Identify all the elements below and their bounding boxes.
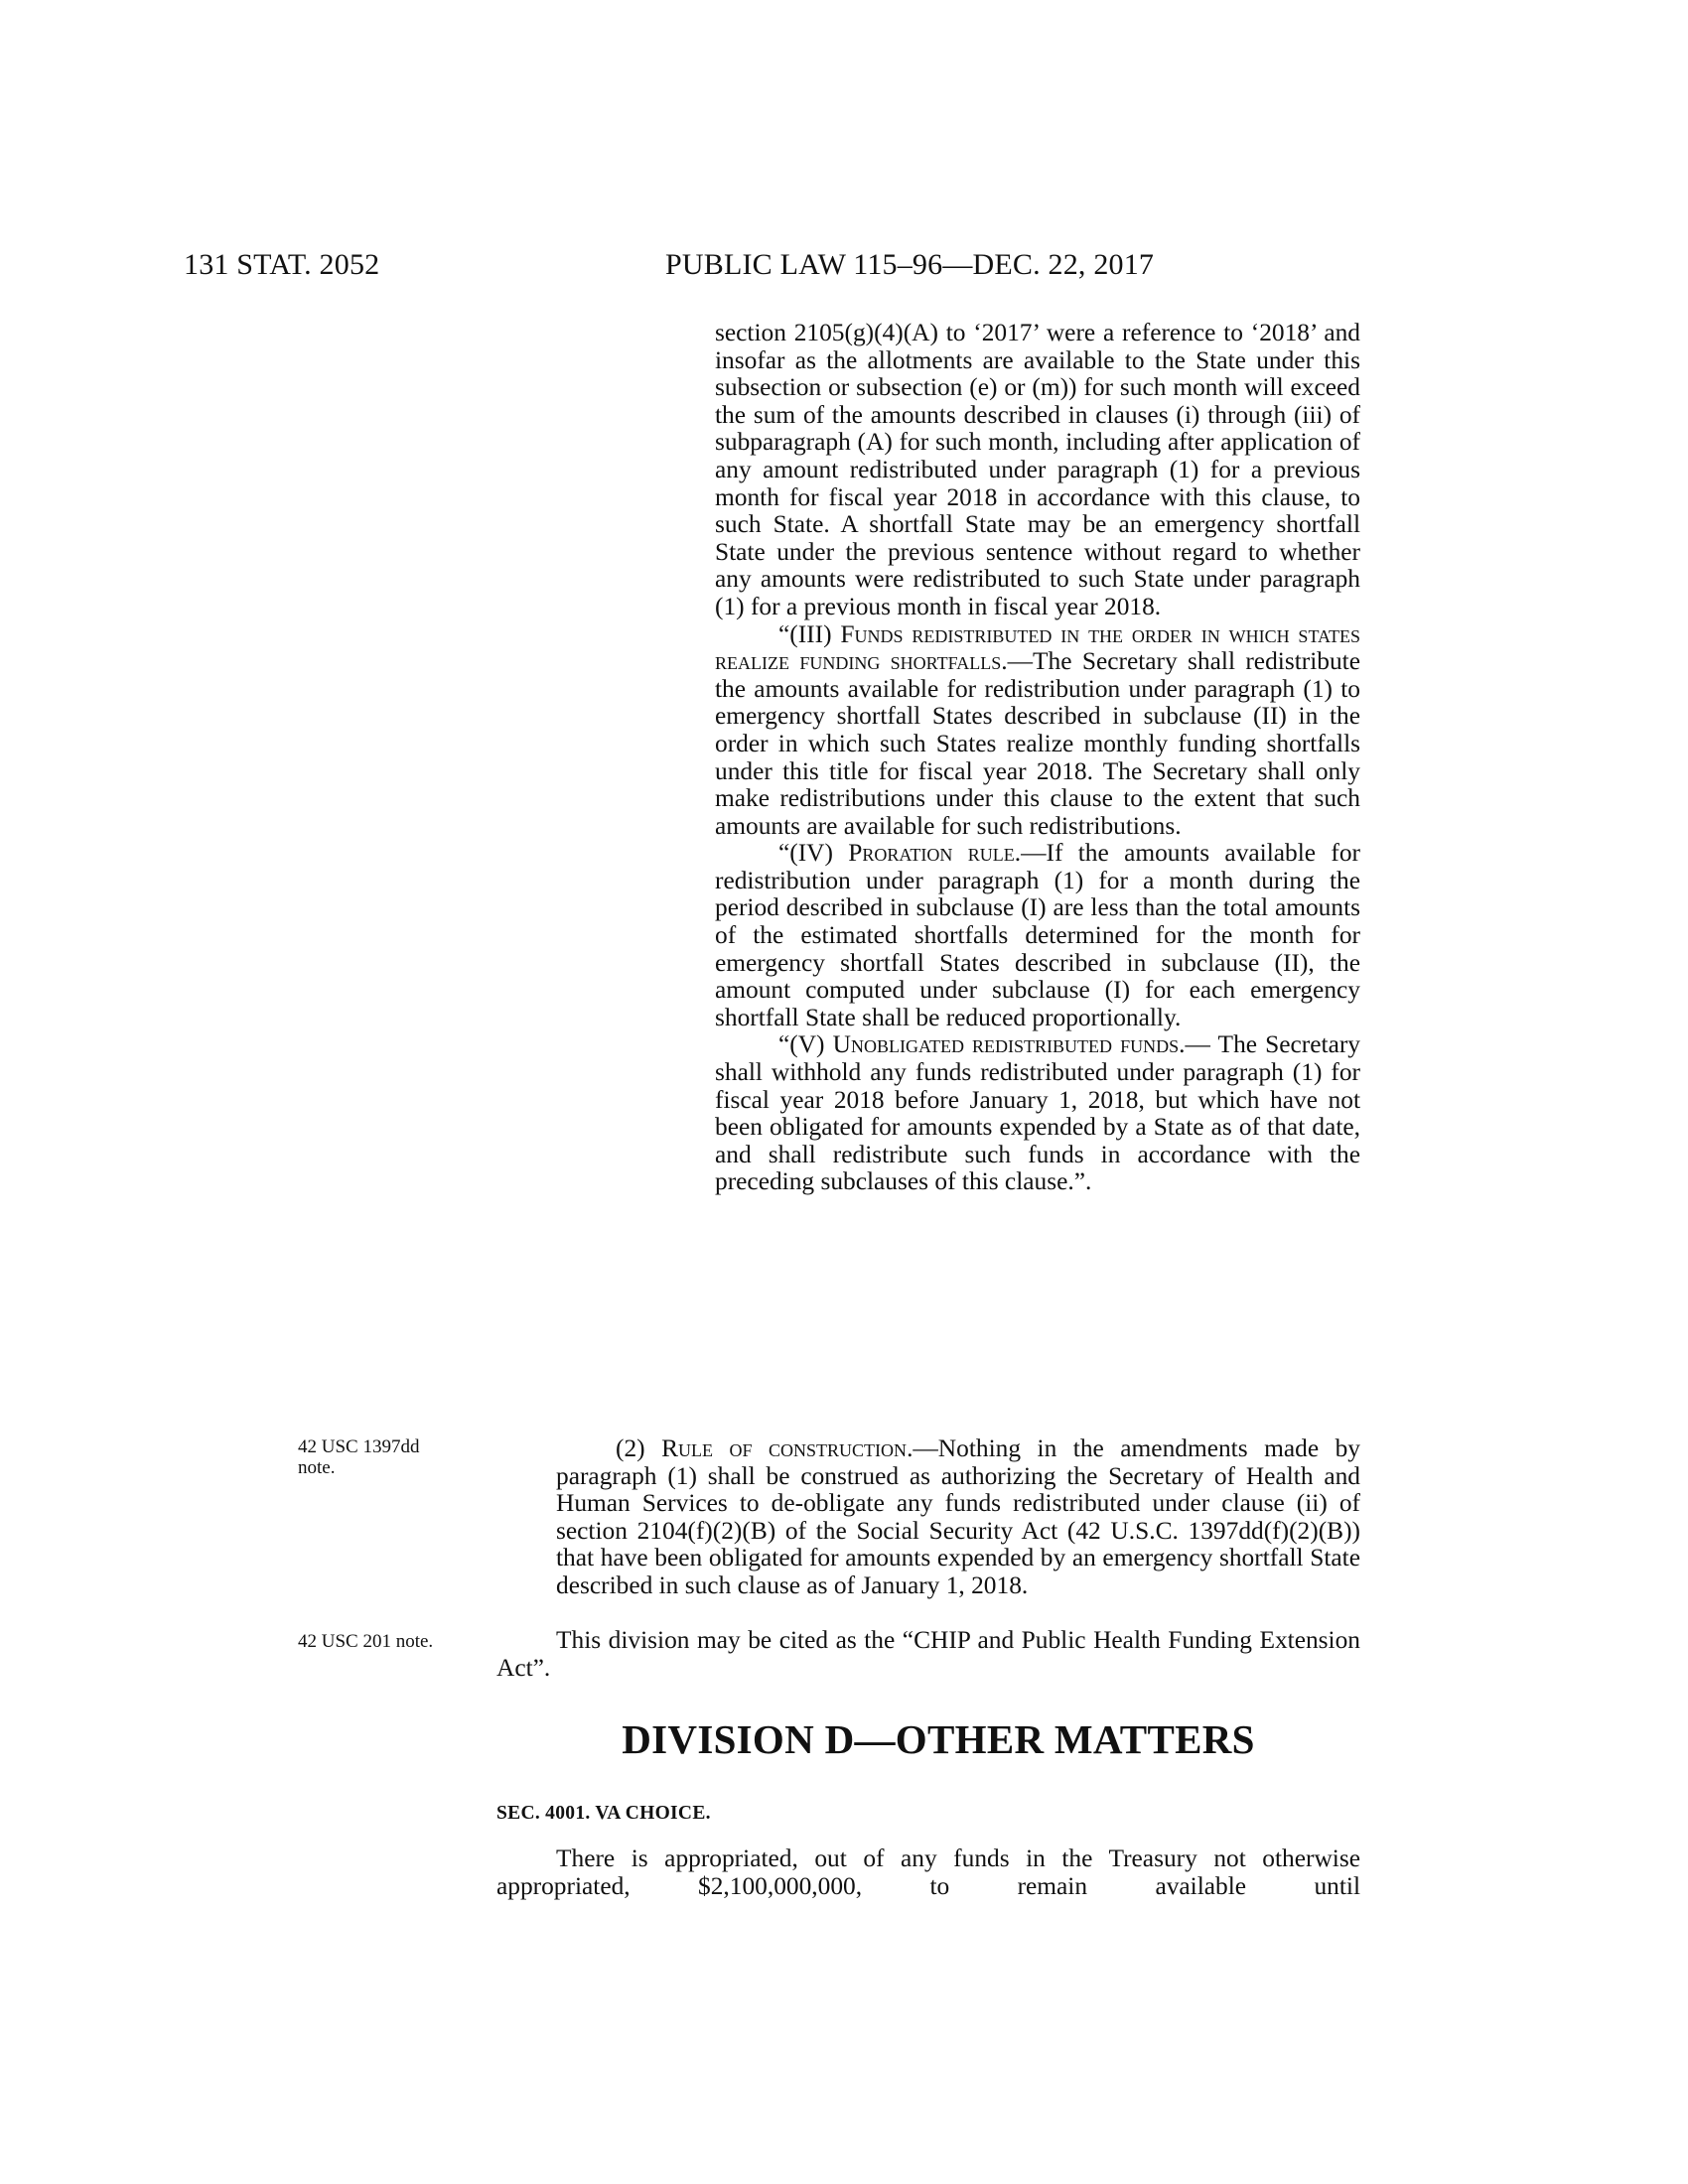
citation-column (496, 1627, 1360, 1682)
subclause-iii-heading: Funds redistributed in the order in which states realize funding shortfalls (715, 619, 1360, 676)
clause-column (715, 320, 1360, 1196)
subclause-iv-heading: Proration rule (848, 839, 1015, 868)
margin-note-line: 42 USC 1397dd (298, 1436, 420, 1457)
subclause-v (715, 1031, 1360, 1196)
division-heading: DIVISION D—OTHER MATTERS (622, 1716, 1255, 1762)
paragraph-2-text: .—Nothing in the amendments made by paragraph (1) shall be construed as authorizing the Secretary of Health and Human Services to de-obligate any funds redistributed under clause (ii) of section 2104(f)(2)(B) of the Social Security Act (42 U.S.C. 1397dd(f)(2)(B)) that have been obligated for amounts expended by an emergency shortfall State described in such clause as of January 1, 2018. (556, 1434, 1360, 1599)
paragraph-2-column (556, 1435, 1360, 1600)
subclause-iv (715, 840, 1360, 1031)
subclause-iii-number: “(III) (778, 619, 841, 648)
subclause-iii (715, 621, 1360, 841)
margin-note-usc-1397dd (298, 1436, 419, 1478)
subclause-v-text: .— The Secretary shall withhold any funds redistributed under paragraph (1) for fiscal year 2018 before January 1, 2018, but which have not been obligated for amounts expended by a State as of that date, and shall redistribute such funds in accordance with the preceding subclauses of this clause.”. (715, 1030, 1360, 1196)
subclause-v-number: “(V) (778, 1030, 833, 1059)
subclause-iv-text: .—If the amounts available for redistribution under paragraph (1) for a month during the period described in subclause (I) are less than the total amounts of the estimated shortfalls determined for the month for emergency shortfall States described in subclause (II), the amount computed under subclause (I) for each emergency shortfall State shall be reduced proportionally. (715, 839, 1360, 1031)
stat-page-reference: 131 STAT. 2052 (184, 248, 380, 281)
section-heading: SEC. 4001. VA CHOICE. (496, 1803, 711, 1824)
paragraph-2-heading: Rule of construction (661, 1434, 908, 1462)
continuation-paragraph: section 2105(g)(4)(A) to ‘2017’ were a reference to ‘2018’ and insofar as the allotments are available to the State under this subsection or subsection (e) or (m)) for such month will exceed the sum of the amounts described in clauses (i) through (iii) of subparagraph (A) for such month, including after application of any amount redistributed under paragraph (1) for a previous month for fiscal year 2018 in accordance with this clause, to such State. A shortfall State may be an emergency shortfall State under the previous sentence without regard to whether any amounts were redistributed to such State under paragraph (1) for a previous month in fiscal year 2018. (715, 319, 1360, 620)
short-title-paragraph: This division may be cited as the “CHIP and Public Health Funding Extension Act”. (496, 1626, 1360, 1682)
subclause-v-heading: Unobligated redistributed funds (832, 1030, 1180, 1059)
section-column (496, 1845, 1360, 1900)
running-header-title: PUBLIC LAW 115–96—DEC. 22, 2017 (665, 248, 1155, 281)
subclause-iii-text: .—The Secretary shall redistribute the amounts available for redistribution under paragraph (1) to emergency shortfall States described in subclause (II) in the order in which such States realize monthly funding shortfalls under this title for fiscal year 2018. The Secretary shall only make redistributions under this clause to the extent that such amounts are available for such redistributions. (715, 647, 1360, 840)
section-paragraph: There is appropriated, out of any funds in the Treasury not otherwise appropriated, $2,100,000,000, to remain available until (496, 1844, 1360, 1900)
paragraph-2 (556, 1435, 1360, 1600)
paragraph-2-number: (2) (616, 1434, 662, 1462)
subclause-iv-number: “(IV) (778, 839, 849, 868)
margin-note-line: note. (298, 1457, 336, 1478)
margin-note-usc-201: 42 USC 201 note. (298, 1631, 434, 1652)
